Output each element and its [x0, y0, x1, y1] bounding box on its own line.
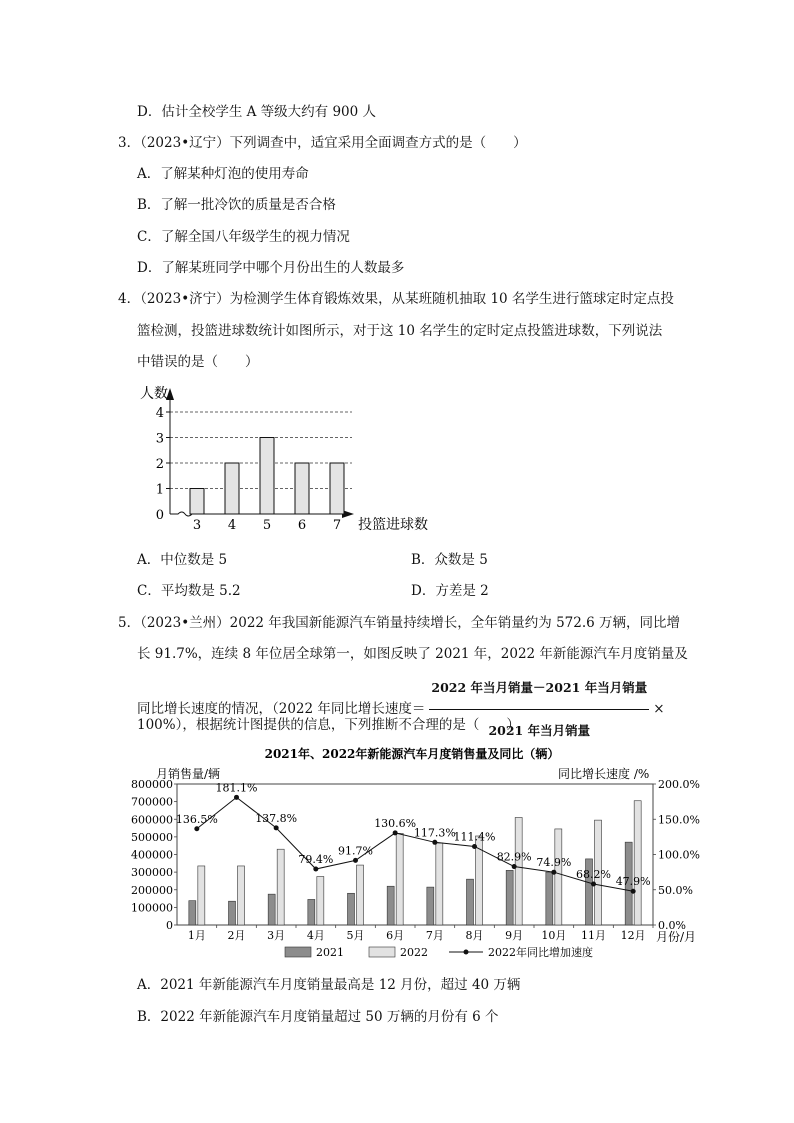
formula-numerator: 2022 年当月销量－2021 年当月销量 [429, 668, 649, 710]
ev-growth-point-9 [512, 864, 517, 869]
ev-left-tick-label: 700000 [131, 795, 173, 809]
ev-x-tick-label: 6月 [386, 929, 405, 942]
q4-option-d: D．方差是 2 [411, 583, 489, 599]
q2-option-d: D．估计全校学生 A 等级大约有 900 人 [137, 104, 377, 120]
ev-bar-2021-2 [229, 901, 236, 925]
basketball-bar-chart [130, 378, 450, 538]
bc-bar-4 [225, 463, 239, 514]
ev-bar-2021-5 [348, 893, 355, 925]
ev-growth-label-3: 137.8% [255, 811, 298, 825]
ev-x-tick-label: 5月 [346, 929, 365, 942]
ev-bar-2022-5 [357, 865, 364, 925]
ev-bar-2022-10 [555, 829, 562, 925]
ev-left-tick-label: 0 [166, 919, 173, 932]
bc-x-tick-label: 5 [262, 518, 272, 533]
ev-growth-point-11 [591, 881, 596, 886]
q4-option-a: A．中位数是 5 [137, 552, 228, 568]
ev-right-tick-label: 150.0% [658, 813, 700, 827]
legend-line-label: 2022年同比增加速度 [488, 946, 593, 959]
q4-option-c: C．平均数是 5.2 [137, 583, 241, 599]
ev-left-tick-label: 300000 [131, 866, 173, 880]
bc-bar-6 [295, 463, 309, 514]
ev-plot-frame [177, 784, 653, 925]
ev-growth-point-7 [432, 840, 437, 845]
ev-growth-point-6 [393, 830, 398, 835]
ev-x-tick-label: 10月 [541, 929, 567, 942]
q5-stem-line2: 长 91.7%，连续 8 年位居全球第一，如图反映了 2021 年，2022 年新能源汽车月度销量及 [137, 646, 688, 662]
bc-y-tick-label: 2 [155, 457, 164, 472]
ev-x-tick-label: 2月 [227, 929, 246, 942]
bc-y-tick-label: 4 [155, 406, 164, 421]
bc-bar-3 [190, 489, 204, 515]
ev-x-tick-label: 1月 [187, 929, 206, 942]
ev-left-axis-label: 月销售量/辆 [156, 767, 221, 781]
ev-bar-2022-2 [238, 866, 245, 925]
ev-right-tick-label: 200.0% [658, 778, 700, 791]
ev-bar-2021-8 [467, 879, 474, 925]
ev-left-tick-label: 500000 [131, 830, 173, 844]
ev-growth-point-1 [194, 826, 199, 831]
ev-chart-title: 2021年、2022年新能源汽车月度销售量及同比（辆） [264, 747, 560, 761]
ev-x-tick-label: 3月 [267, 929, 286, 942]
legend-line-marker [464, 950, 469, 955]
q5-formula-line [137, 668, 665, 751]
q5-option-a: A．2021 年新能源汽车月度销量最高是 12 月份，超过 40 万辆 [137, 977, 521, 993]
ev-bar-2022-6 [396, 833, 403, 925]
q4-stem-line1: 4．（2023•济宁）为检测学生体育锻炼效果，从某班随机抽取 10 名学生进行篮球定时定点投 [118, 291, 674, 307]
ev-bar-2022-12 [634, 801, 641, 925]
bc-y-tick-label: 3 [155, 431, 164, 447]
ev-x-tick-label: 8月 [465, 929, 484, 942]
ev-x-tick-label: 4月 [306, 929, 325, 942]
ev-right-tick-label: 50.0% [658, 883, 693, 897]
bc-x-label: 投篮进球数 [358, 517, 428, 533]
ev-x-axis-label: 月份/月 [656, 930, 697, 944]
ev-x-tick-label: 12月 [620, 929, 646, 942]
ev-left-tick-label: 800000 [131, 778, 173, 791]
ev-growth-point-12 [631, 889, 636, 894]
ev-growth-point-4 [313, 867, 318, 872]
ev-growth-point-10 [551, 870, 556, 875]
ev-growth-label-2: 181.1% [215, 781, 258, 795]
ev-growth-point-5 [353, 858, 358, 863]
bc-bar-7 [330, 463, 344, 514]
ev-right-tick-label: 0.0% [658, 919, 686, 932]
ev-growth-label-11: 68.2% [576, 867, 611, 881]
ev-left-tick-label: 200000 [131, 883, 173, 897]
ev-growth-label-5: 91.7% [338, 844, 373, 858]
ev-growth-label-10: 74.9% [536, 856, 572, 870]
q5-option-b: B．2022 年新能源汽车月度销量超过 50 万辆的月份有 6 个 [137, 1009, 499, 1025]
growth-formula-fraction [429, 668, 649, 751]
ev-growth-point-2 [234, 795, 239, 800]
ev-bar-2021-9 [506, 870, 513, 925]
bc-x-tick-label: 7 [332, 518, 342, 533]
ev-growth-label-12: 47.9% [615, 875, 651, 889]
ev-left-tick-label: 400000 [131, 848, 173, 862]
ev-right-axis-label: 同比增长速度 /% [558, 767, 650, 781]
q4-stem-line2: 篮检测，投篮进球数统计如图所示，对于这 10 名学生的定时定点投篮进球数，下列说法 [137, 323, 663, 339]
ev-growth-label-9: 82.9% [496, 850, 532, 864]
ev-growth-label-8: 111.4% [453, 830, 496, 844]
ev-sales-combo-chart [112, 742, 712, 964]
q3-stem: 3．（2023•辽宁）下列调查中，适宜采用全面调查方式的是（ ） [118, 135, 527, 151]
ev-bar-2022-7 [436, 843, 443, 925]
ev-bar-2021-3 [268, 894, 275, 925]
bc-y-tick-label: 1 [155, 482, 164, 498]
q4-stem-line3: 中错误的是（ ） [137, 354, 259, 370]
ev-bar-2021-4 [308, 899, 315, 925]
bc-y-label: 人数 [140, 386, 168, 402]
ev-bar-2022-4 [317, 877, 324, 925]
ev-x-tick-label: 7月 [425, 929, 444, 942]
q5-stem-line1: 5．（2023•兰州）2022 年我国新能源汽车销量持续增长，全年销量约为 572.6 万辆，同比增 [118, 615, 681, 631]
ev-left-tick-label: 600000 [131, 813, 173, 827]
ev-growth-label-4: 79.4% [298, 853, 334, 867]
formula-suffix: × [653, 701, 665, 717]
ev-bar-2021-10 [546, 872, 553, 925]
q4-option-b: B．众数是 5 [411, 552, 488, 568]
bc-x-tick-label: 4 [227, 518, 237, 533]
legend-2021-swatch [285, 947, 311, 957]
formula-denominator: 2021 年当月销量 [488, 723, 591, 738]
ev-bar-2022-8 [476, 836, 483, 925]
q3-option-b: B．了解一批冷饮的质量是否合格 [137, 197, 336, 213]
q3-option-c: C．了解全国八年级学生的视力情况 [137, 229, 350, 245]
legend-2021-label: 2021 [316, 946, 344, 959]
ev-bar-2021-7 [427, 887, 434, 925]
ev-growth-point-8 [472, 844, 477, 849]
bc-bar-5 [260, 438, 274, 515]
legend-2022-swatch [369, 947, 395, 957]
ev-left-tick-label: 100000 [131, 901, 173, 915]
ev-x-tick-label: 9月 [505, 929, 524, 942]
ev-bar-2021-6 [387, 886, 394, 925]
ev-x-tick-label: 11月 [581, 929, 606, 942]
bc-y-tick-label: 0 [155, 508, 164, 523]
legend-2022-label: 2022 [400, 946, 428, 959]
bc-x-tick-label: 6 [297, 518, 307, 533]
ev-bar-2022-1 [198, 866, 205, 925]
ev-bar-2021-1 [189, 901, 196, 925]
ev-right-tick-label: 100.0% [658, 848, 700, 862]
ev-growth-label-6: 130.6% [374, 816, 417, 830]
ev-growth-point-3 [274, 825, 279, 830]
ev-bar-2022-3 [277, 849, 284, 925]
q3-option-d: D．了解某班同学中哪个月份出生的人数最多 [137, 260, 405, 276]
ev-bar-2022-9 [515, 817, 522, 925]
ev-growth-label-1: 136.5% [175, 812, 218, 826]
q3-option-a: A．了解某种灯泡的使用寿命 [137, 166, 309, 182]
formula-prefix: 同比增长速度的情况，（2022 年同比增长速度＝ [137, 701, 426, 717]
bc-x-tick-label: 3 [192, 518, 202, 533]
ev-growth-label-7: 117.3% [413, 826, 456, 840]
q5-stem-line3: 100%），根据统计图提供的信息，下列推断不合理的是（ ） [137, 717, 520, 733]
